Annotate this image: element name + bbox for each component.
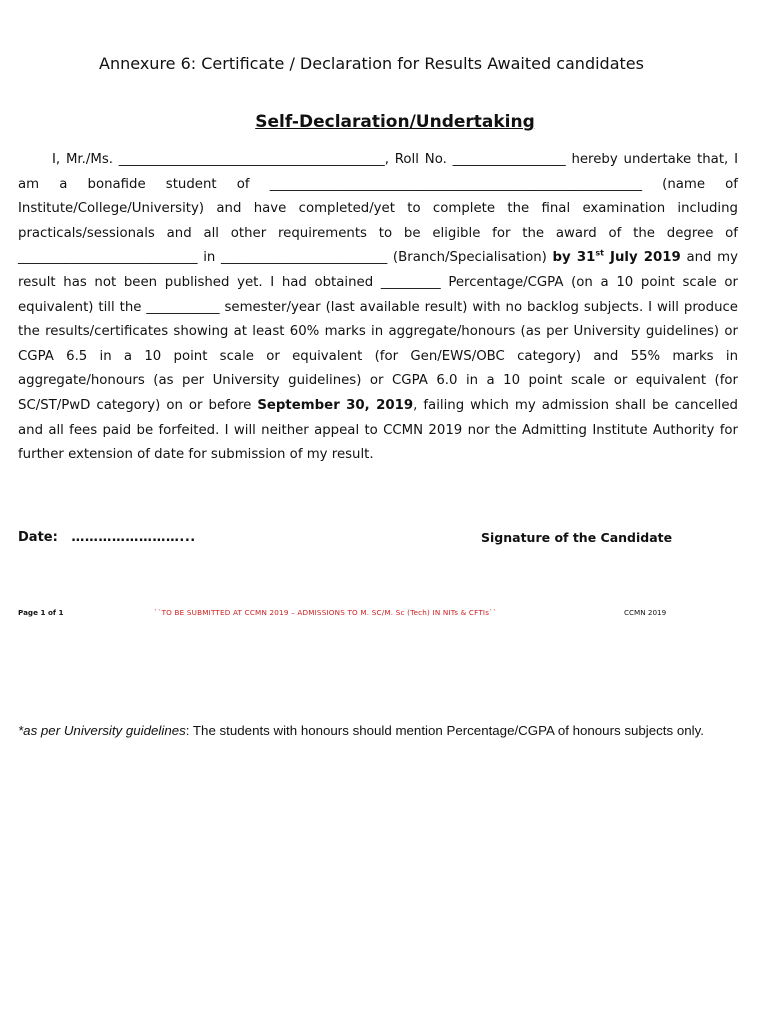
bold-date-suffix: July 2019 — [603, 250, 681, 266]
footnote-italic: *as per University guidelines — [18, 723, 186, 738]
bold-date-superscript: st — [595, 248, 604, 258]
footer-submission-note: ``TO BE SUBMITTED AT CCMN 2019 – ADMISSIONS TO M. SC/M. Sc (Tech) IN NITs & CFTIs`` — [154, 608, 497, 617]
document-title: Self-Declaration/Undertaking — [255, 112, 535, 132]
declaration-bold-date — [553, 250, 681, 265]
date-value: ……………………... — [71, 530, 196, 545]
date-line — [18, 530, 196, 545]
footnote — [18, 722, 742, 739]
footer-page-number: Page 1 of 1 — [18, 608, 64, 617]
declaration-paragraph — [18, 148, 738, 468]
date-label: Date: — [18, 530, 58, 545]
annexure-heading: Annexure 6: Certificate / Declaration for Results Awaited candidates — [99, 54, 644, 73]
footnote-text: : The students with honours should mention Percentage/CGPA of honours subjects only. — [185, 723, 704, 738]
footer-exam-code: CCMN 2019 — [624, 608, 667, 617]
bold-date-prefix: by 31 — [552, 250, 596, 266]
declaration-text-part3: , failing which my admission shall be cancelled and all fees paid be forfeited. I will neither appeal to CCMN 2019 nor the Admitting Institute Authority for further extension of date for submission of my result. — [18, 397, 738, 463]
declaration-bold-deadline: September 30, 2019 — [257, 397, 414, 413]
signature-label: Signature of the Candidate — [481, 530, 673, 545]
declaration-text-part1: I, Mr./Ms. ________________________________________, Roll No. _________________ hereby undertake that, I am a bonafide student of ________________________________________________________ (name of Institute/College/University) and have completed/yet to complete the final examination including practicals/sessionals and all other requirements to be eligible for the award of the degree of ___________________________ in _________________________ (Branch/Specialisation) — [18, 152, 738, 266]
declaration-text-part2: and my result has not been published yet. I had obtained _________ Percentage/CGPA (on a 10 point scale or equivalent) till the ___________ semester/year (last available result) with no backlog subjects. I will produce the results/certificates showing at least 60% marks in aggregate/honours (as per University guidelines) or CGPA 6.5 in a 10 point scale or equivalent (for Gen/EWS/OBC category) and 55% marks in aggregate/honours (as per University guidelines) or CGPA 6.0 in a 10 point scale or equivalent (for SC/ST/PwD category) on or before — [18, 250, 738, 413]
